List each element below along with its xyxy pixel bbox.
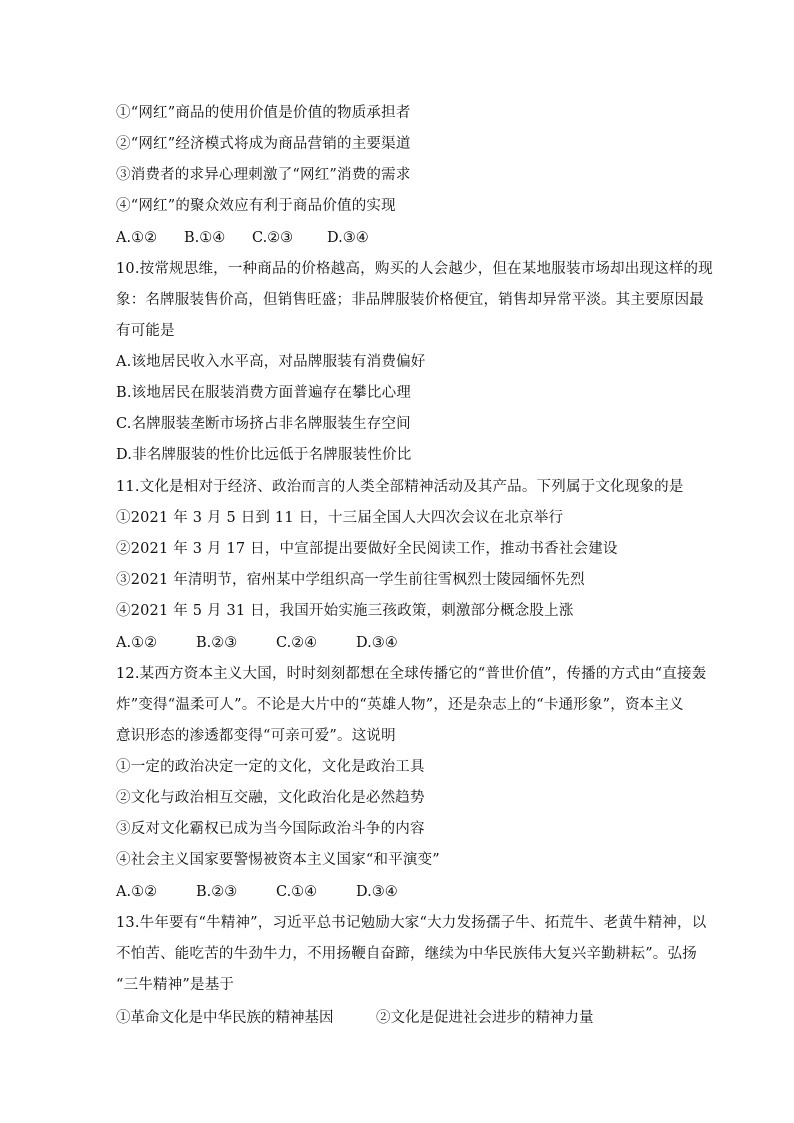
q11-option-b: B.②③ — [196, 635, 238, 651]
q11-options — [116, 633, 398, 653]
q9-option-d: D.③④ — [327, 230, 369, 246]
q13-stem-line-2: 不怕苦、能吃苦的牛劲牛力，不用扬鞭自奋蹄，继续为中华民族伟大复兴辛勤耕耘”。弘扬 — [116, 946, 697, 962]
q11-option-a: A.①② — [116, 635, 158, 651]
q12-option-d: D.③④ — [356, 884, 398, 900]
q13-statement-1: ①革命文化是中华民族的精神基因 — [116, 1010, 334, 1026]
q12-statement-1: ①一定的政治决定一定的文化，文化是政治工具 — [116, 759, 425, 775]
q10-stem-line-2: 象：名牌服装售价高，但销售旺盛；非品牌服装价格便宜，销售却异常平淡。其主要原因最 — [116, 292, 704, 308]
q12-option-a: A.①② — [116, 884, 158, 900]
q13-statements — [116, 1008, 594, 1028]
q9-statement-4: ④“网红”的聚众效应有利于商品价值的实现 — [116, 198, 396, 214]
q9-statement-2: ②“网红”经济模式将成为商品营销的主要渠道 — [116, 136, 411, 152]
q10-option-a: A.该地居民收入水平高，对品牌服装有消费偏好 — [116, 354, 426, 370]
q12-stem-line-2: 炸”变得“温柔可人”。不论是大片中的“英雄人物”，还是杂志上的“卡通形象”，资本主义 — [116, 697, 684, 713]
q12-statement-2: ②文化与政治相互交融，文化政治化是必然趋势 — [116, 790, 425, 806]
q9-option-b: B.①④ — [184, 230, 226, 246]
q10-stem-line-3: 有可能是 — [116, 323, 175, 339]
q9-option-a: A.①② — [116, 230, 158, 246]
q12-statement-3: ③反对文化霸权已成为当今国际政治斗争的内容 — [116, 821, 425, 837]
q10-option-d: D.非名牌服装的性价比远低于名牌服装性价比 — [116, 447, 412, 463]
q10-stem-line-1: 10.按常规思维，一种商品的价格越高，购买的人会越少，但在某地服装市场却出现这样的现 — [116, 261, 713, 277]
q11-option-d: D.③④ — [356, 635, 398, 651]
q12-statement-4: ④社会主义国家要警惕被资本主义国家“和平演变” — [116, 852, 440, 868]
q13-stem-line-1: 13.牛年要有“牛精神”，习近平总书记勉励大家“大力发扬孺子牛、拓荒牛、老黄牛精神，以 — [116, 915, 707, 931]
q12-stem-line-1: 12.某西方资本主义大国，时时刻刻都想在全球传播它的“普世价值”，传播的方式由“直接轰 — [116, 666, 707, 682]
q11-option-c: C.②④ — [276, 635, 318, 651]
q12-option-b: B.②③ — [196, 884, 238, 900]
q12-stem-line-3: 意识形态的渗透都变得“可亲可爱”。这说明 — [116, 728, 396, 744]
q12-options — [116, 882, 398, 902]
q11-statement-1: ①2021 年 3 月 5 日到 11 日，十三届全国人大四次会议在北京举行 — [116, 510, 564, 526]
q13-statement-2: ②文化是促进社会进步的精神力量 — [376, 1010, 594, 1026]
q11-stem: 11.文化是相对于经济、政治而言的人类全部精神活动及其产品。下列属于文化现象的是 — [116, 479, 684, 495]
q11-statement-2: ②2021 年 3 月 17 日，中宣部提出要做好全民阅读工作，推动书香社会建设 — [116, 541, 618, 557]
q9-statement-3: ③消费者的求异心理刺激了“网红”消费的需求 — [116, 167, 411, 183]
q12-option-c: C.①④ — [276, 884, 318, 900]
q11-statement-3: ③2021 年清明节，宿州某中学组织高一学生前往雪枫烈士陵园缅怀先烈 — [116, 572, 585, 588]
q13-stem-line-3: “三牛精神”是基于 — [116, 977, 235, 993]
q9-statement-1: ①“网红”商品的使用价值是价值的物质承担者 — [116, 105, 411, 121]
q10-option-c: C.名牌服装垄断市场挤占非名牌服装生存空间 — [116, 416, 411, 432]
q11-statement-4: ④2021 年 5 月 31 日，我国开始实施三孩政策，刺激部分概念股上涨 — [116, 603, 574, 619]
q9-options — [116, 228, 369, 248]
q10-option-b: B.该地居民在服装消费方面普遍存在攀比心理 — [116, 385, 411, 401]
q9-option-c: C.②③ — [252, 230, 294, 246]
